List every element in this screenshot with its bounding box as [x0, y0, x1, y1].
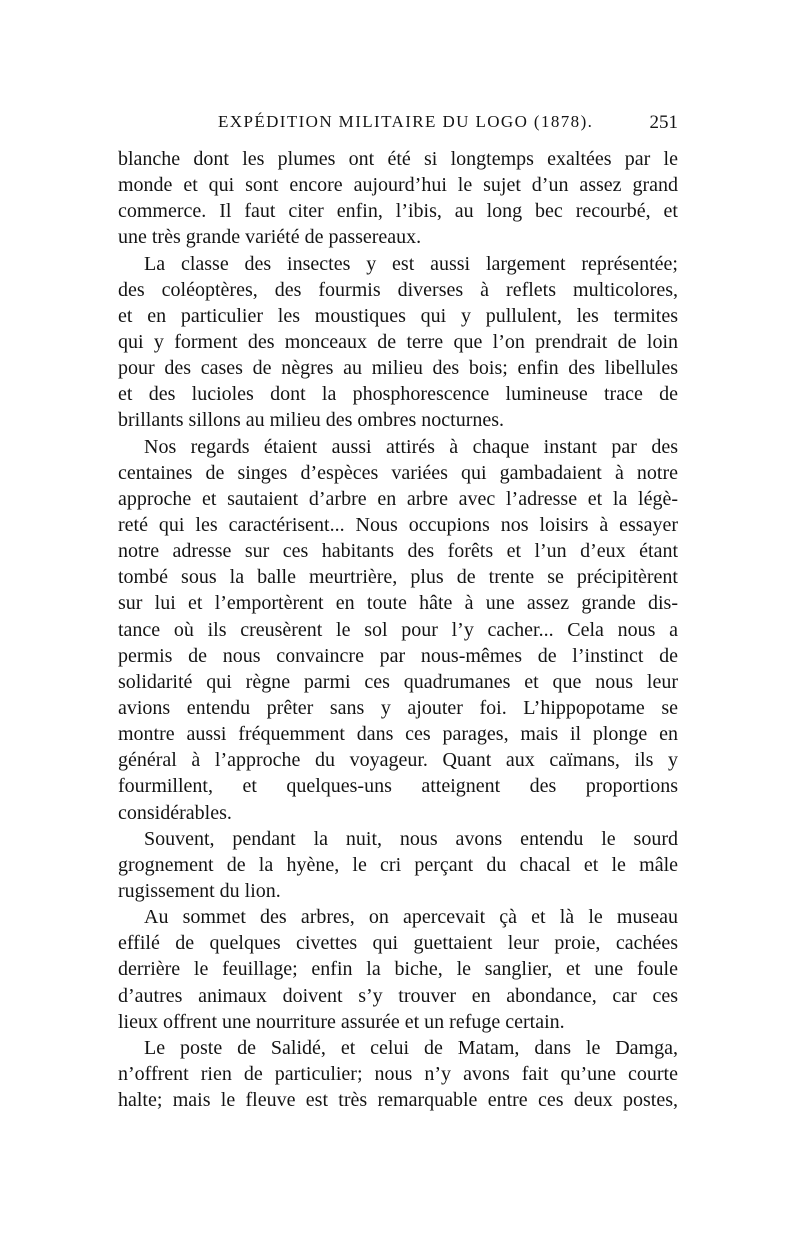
text-line: brillants sillons au milieu des ombres nocturnes. — [118, 409, 505, 432]
text-line: et des lucioles dont la phosphorescence lumineuse trace de — [118, 383, 678, 406]
text-line: Au sommet des arbres, on apercevait çà et là le museau — [144, 906, 678, 929]
text-line: blanche dont les plumes ont été si longtemps exaltées par le — [118, 148, 678, 170]
text-line: une très grande variété de passereaux. — [118, 226, 422, 249]
text-line: qui y forment des monceaux de terre que l’on prendrait de loin — [118, 330, 678, 353]
text-line: montre aussi fréquemment dans ces parages, mais il plonge en — [118, 723, 678, 746]
text-line: général à l’approche du voyageur. Quant aux caïmans, ils y — [118, 749, 678, 772]
text-line: tance où ils creusèrent le sol pour l’y cacher... Cela nous a — [118, 618, 678, 641]
text-line: pour des cases de nègres au milieu des bois; enfin des libellules — [118, 357, 678, 380]
page-number: 251 — [649, 112, 678, 133]
text-line: Le poste de Salidé, et celui de Matam, dans le Damga, — [144, 1036, 678, 1059]
text-line: permis de nous convaincre par nous-mêmes de l’instinct de — [118, 644, 678, 667]
text-line: effilé de quelques civettes qui guettaient leur proie, cachées — [118, 932, 678, 955]
text-line: lieux offrent une nourriture assurée et un refuge certain. — [118, 1010, 565, 1033]
text-line: derrière le feuillage; enfin la biche, le sanglier, et une foule — [118, 958, 678, 981]
text-line: monde et qui sont encore aujourd’hui le sujet d’un assez grand — [118, 174, 678, 197]
running-title: EXPÉDITION MILITAIRE DU LOGO (1878). — [218, 112, 594, 131]
text-line: des coléoptères, des fourmis diverses à reflets multicolores, — [118, 278, 678, 301]
text-line: avions entendu prêter sans y ajouter foi. L’hippopotame se — [118, 696, 678, 719]
text-line: solidarité qui règne parmi ces quadrumanes et que nous leur — [118, 670, 678, 693]
text-line: et en particulier les moustiques qui y pullulent, les termites — [118, 304, 678, 327]
text-line: fourmillent, et quelques-uns atteignent des proportions — [118, 775, 678, 798]
text-line: considérables. — [118, 801, 232, 824]
text-line: reté qui les caractérisent... Nous occupions nos loisirs à essayer — [118, 513, 678, 536]
text-line: Nos regards étaient aussi attirés à chaque instant par des — [144, 435, 678, 458]
text-line: grognement de la hyène, le cri perçant du chacal et le mâle — [118, 853, 678, 876]
text-line: sur lui et l’emportèrent en toute hâte à une assez grande dis- — [118, 592, 678, 615]
text-line: Souvent, pendant la nuit, nous avons entendu le sourd — [144, 827, 678, 850]
text-line: d’autres animaux doivent s’y trouver en abondance, car ces — [118, 984, 678, 1007]
text-line: notre adresse sur ces habitants des forêts et l’un d’eux étant — [118, 540, 678, 563]
text-line: tombé sous la balle meurtrière, plus de trente se précipitèrent — [118, 566, 678, 589]
text-line: rugissement du lion. — [118, 879, 281, 902]
text-line: La classe des insectes y est aussi largement représentée; — [144, 252, 678, 275]
text-line: n’offrent rien de particulier; nous n’y avons fait qu’une courte — [118, 1062, 678, 1085]
running-head — [118, 112, 678, 142]
text-line: centaines de singes d’espèces variées qui gambadaient à notre — [118, 461, 678, 484]
body-text — [118, 146, 678, 1113]
text-line: commerce. Il faut citer enfin, l’ibis, au long bec recourbé, et — [118, 200, 678, 223]
text-line: halte; mais le fleuve est très remarquable entre ces deux postes, — [118, 1089, 678, 1112]
text-line: approche et sautaient d’arbre en arbre avec l’adresse et la légè- — [118, 487, 678, 510]
